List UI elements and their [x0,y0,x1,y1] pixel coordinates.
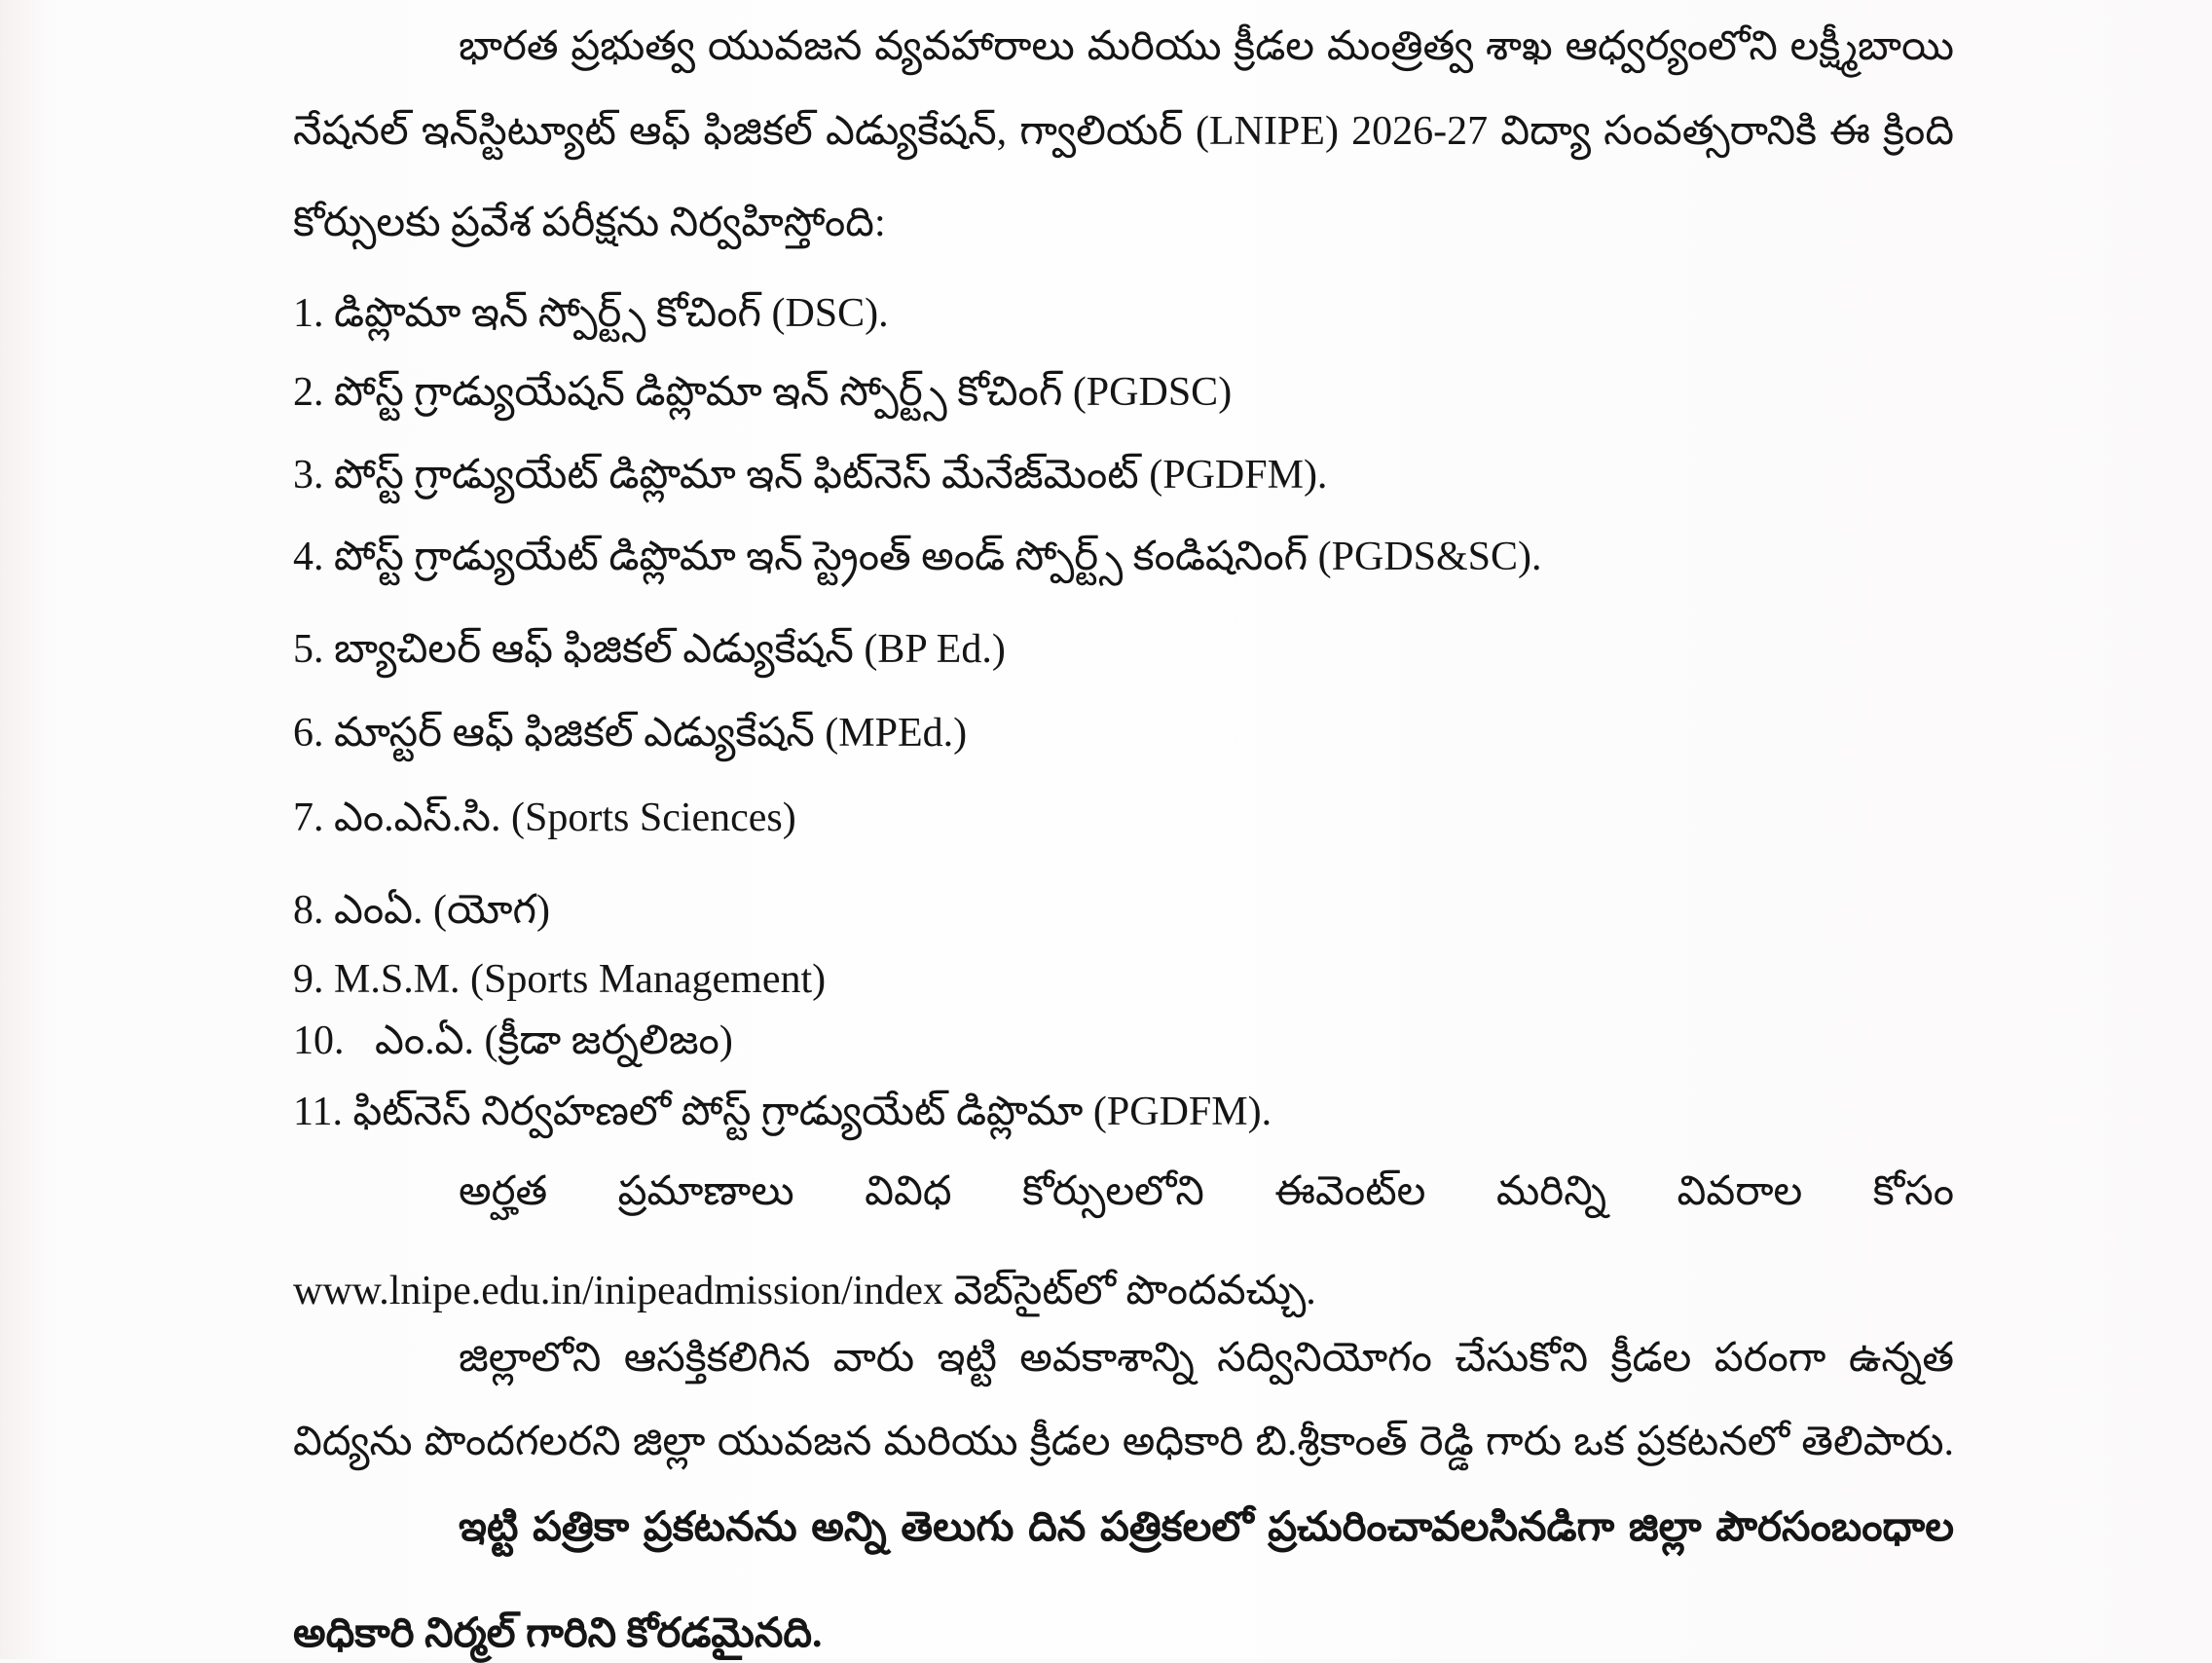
intro-line-2: నేషనల్ ఇన్‌స్టిట్యూట్ ఆఫ్ ఫిజికల్ ఎడ్యుకేషన్, గ్వాలియర్ (LNIPE) 2026-27 విద్యా సంవత్సరానికి ఈ క్రింది [293,109,1954,154]
course-item: 3. పోస్ట్ గ్రాడ్యుయేట్ డిప్లొమా ఇన్ ఫిట్‌నెస్ మేనేజ్‌మెంట్ (PGDFM). [293,453,1328,498]
course-item: 10. ఎం.ఏ. (క్రీడా జర్నలిజం) [293,1018,733,1063]
course-item: 11. ఫిట్‌నెస్ నిర్వహణలో పోస్ట్ గ్రాడ్యుయేట్ డిప్లొమా (PGDFM). [293,1090,1272,1134]
request-line-2: అధికారి నిర్మల్ గారిని కోరడమైనది. [293,1611,823,1656]
course-item: 8. ఎంఏ. (యోగ) [293,888,550,933]
course-item: 9. M.S.M. (Sports Management) [293,957,827,1002]
course-item: 5. బ్యాచిలర్ ఆఫ్ ఫిజికల్ ఎడ్యుకేషన్ (BP Ed.) [293,627,1006,672]
course-item: 7. ఎం.ఎస్.సి. (Sports Sciences) [293,795,796,840]
course-item: 6. మాస్టర్ ఆఫ్ ఫిజికల్ ఎడ్యుకేషన్ (MPEd.) [293,711,968,756]
appeal-line-2: విద్యను పొందగలరని జిల్లా యువజన మరియు క్రీడల అధికారి బి.శ్రీకాంత్ రెడ్డి గారు ఒక ప్రకటనలో తెలిపారు. [293,1420,1954,1464]
intro-line-3: కోర్సులకు ప్రవేశ పరీక్షను నిర్వహిస్తోంది: [293,201,886,245]
eligibility-line-2: www.lnipe.edu.in/inipeadmission/index వెబ్‌సైట్‌లో పొందవచ్చు. [293,1269,1316,1313]
course-item: 1. డిప్లొమా ఇన్ స్పోర్ట్స్ కోచింగ్ (DSC). [293,291,889,336]
intro-line-1: భారత ప్రభుత్వ యువజన వ్యవహారాలు మరియు క్రీడల మంత్రిత్వ శాఖ ఆధ్వర్యంలోని లక్ష్మీబాయి [459,24,1954,69]
eligibility-line-1: అర్హత ప్రమాణాలు వివిధ కోర్సులలోని ఈవెంట్‌ల మరిన్ని వివరాల కోసం [459,1169,1954,1214]
course-item: 2. పోస్ట్ గ్రాడ్యుయేషన్ డిప్లొమా ఇన్ స్పోర్ట్స్ కోచింగ్ (PGDSC) [293,370,1233,415]
appeal-line-1: జిల్లాలోని ఆసక్తికలిగిన వారు ఇట్టి అవకాశాన్ని సద్వినియోగం చేసుకోని క్రీడల పరంగా ఉన్నత [459,1336,1954,1381]
course-item: 4. పోస్ట్ గ్రాడ్యుయేట్ డిప్లొమా ఇన్ స్ట్రెంత్ అండ్ స్పోర్ట్స్ కండిషనింగ్ (PGDS&SC). [293,535,1542,579]
request-line-1: ఇట్టి పత్రికా ప్రకటనను అన్ని తెలుగు దిన పత్రికలలో ప్రచురించావలసినడిగా జిల్లా పౌరసంబంధాల [459,1505,1954,1550]
